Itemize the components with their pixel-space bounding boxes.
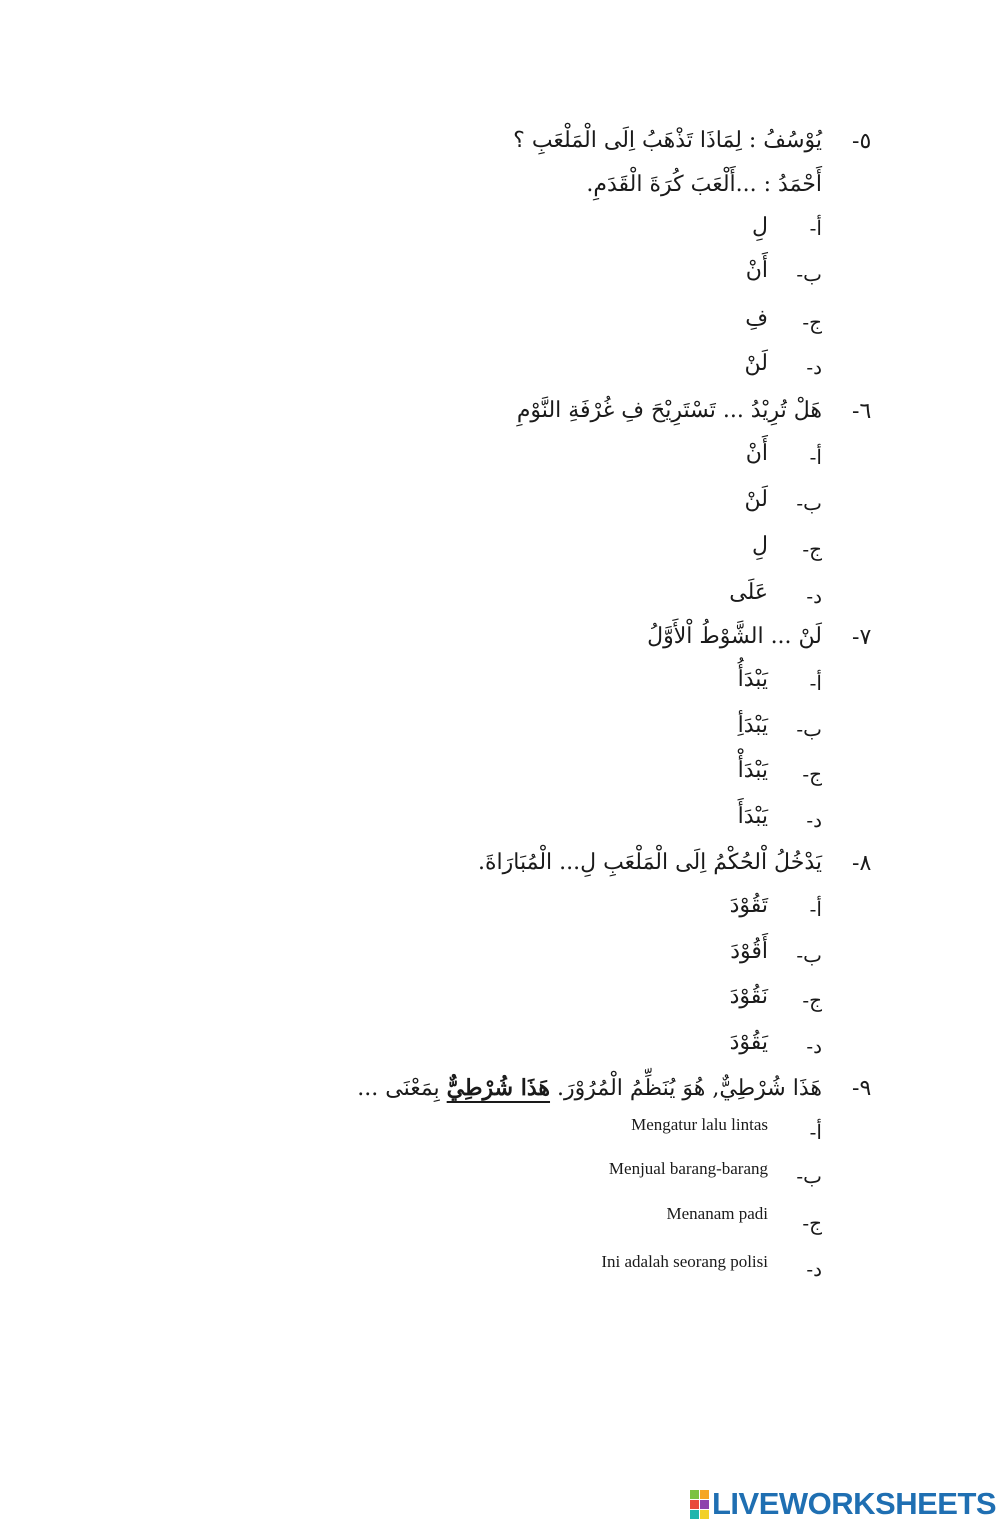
question-5-option-c[interactable]: فِ	[745, 306, 768, 331]
question-6-option-a[interactable]: أَنْ	[745, 441, 768, 466]
question-9-option-c[interactable]: Menanam padi	[666, 1204, 768, 1223]
question-6-option-c-letter: ج-	[802, 537, 822, 561]
question-9-option-c-letter: ج-	[802, 1211, 822, 1235]
question-5-option-a[interactable]: لِ	[752, 214, 768, 239]
question-7-option-a-letter: أ-	[809, 671, 822, 695]
question-7-line-1: لَنْ ... الشَّوْطُ اْلأَوَّلُ	[647, 624, 822, 649]
question-6-option-d-letter: د-	[806, 584, 822, 608]
question-9-option-a[interactable]: Mengatur lalu lintas	[631, 1115, 768, 1134]
question-9-text-part-2: بِمَعْنَى ...	[357, 1076, 447, 1101]
question-9-option-a-letter: أ-	[809, 1120, 822, 1144]
question-5-option-d-letter: د-	[806, 355, 822, 379]
question-number-6: ٦-	[852, 399, 872, 424]
question-number-5: ٥-	[852, 129, 872, 154]
question-5-line-2: أَحْمَدُ : ...أَلْعَبَ كُرَةَ الْقَدَمِ.	[586, 172, 822, 197]
question-7-option-c[interactable]: يَبْدَأْ	[737, 758, 768, 783]
question-number-9: ٩-	[852, 1076, 872, 1101]
question-8-line-1: يَدْخُلُ اْلحُكْمُ اِلَى الْمَلْعَبِ لِ... الْمُبَارَاةَ.	[478, 850, 822, 875]
question-5-option-d[interactable]: لَنْ	[744, 351, 768, 376]
question-5-option-a-letter: أ-	[809, 216, 822, 240]
question-7-option-a[interactable]: يَبْدَأُ	[737, 667, 768, 692]
liveworksheets-logo	[690, 1486, 996, 1522]
question-7-option-b-letter: ب-	[796, 717, 822, 741]
question-6-option-b[interactable]: لَنْ	[744, 487, 768, 512]
question-5-option-b-letter: ب-	[796, 262, 822, 286]
question-9-option-d[interactable]: Ini adalah seorang polisi	[601, 1252, 768, 1271]
question-7-option-d-letter: د-	[806, 808, 822, 832]
question-6-line-1: هَلْ تُرِيْدُ ... تَسْتَرِيْحَ فِ غُرْفَةِ النَّوْمِ	[516, 398, 822, 423]
question-6-option-d[interactable]: عَلَى	[729, 580, 768, 605]
question-7-option-c-letter: ج-	[802, 762, 822, 786]
question-6-option-c[interactable]: لِ	[752, 533, 768, 558]
question-8-option-c[interactable]: نَقُوْدَ	[729, 984, 768, 1009]
question-9-option-d-letter: د-	[806, 1257, 822, 1281]
question-number-7: ٧-	[852, 625, 872, 650]
question-8-option-d[interactable]: يَقُوْدَ	[729, 1030, 768, 1055]
question-9-option-b[interactable]: Menjual barang-barang	[608, 1159, 768, 1178]
question-5-option-b[interactable]: أَنْ	[745, 258, 768, 283]
question-8-option-b[interactable]: أَقُوْدَ	[730, 939, 768, 964]
question-7-option-b[interactable]: يَبْدَأِ	[737, 713, 768, 738]
question-8-option-b-letter: ب-	[796, 943, 822, 967]
question-6-option-a-letter: أ-	[809, 445, 822, 469]
question-7-option-d[interactable]: يَبْدَأَ	[737, 804, 768, 829]
logo-text: LIVEWORKSHEETS	[712, 1486, 997, 1521]
logo-blocks-icon	[690, 1490, 709, 1519]
question-8-option-c-letter: ج-	[802, 988, 822, 1012]
question-9-highlighted-phrase: هَذَا شُرْطِيٌّ	[446, 1075, 551, 1101]
question-5-option-c-letter: ج-	[802, 310, 822, 334]
question-8-option-d-letter: د-	[806, 1034, 822, 1058]
question-number-8: ٨-	[852, 851, 872, 876]
question-9-line-1	[357, 1077, 822, 1100]
question-5-line-1: يُوْسُفُ : لِمَاذَا تَذْهَبُ اِلَى الْمَلْعَبِ ؟	[513, 128, 822, 153]
question-9-option-b-letter: ب-	[796, 1164, 822, 1188]
question-9-text-part-1: هَذَا شُرْطِيٌّ, هُوَ يُنَظِّمُ الْمُرُوْرَ.	[550, 1076, 822, 1101]
question-6-option-b-letter: ب-	[796, 491, 822, 515]
question-8-option-a[interactable]: تَقُوْدَ	[729, 893, 768, 918]
question-8-option-a-letter: أ-	[809, 897, 822, 921]
